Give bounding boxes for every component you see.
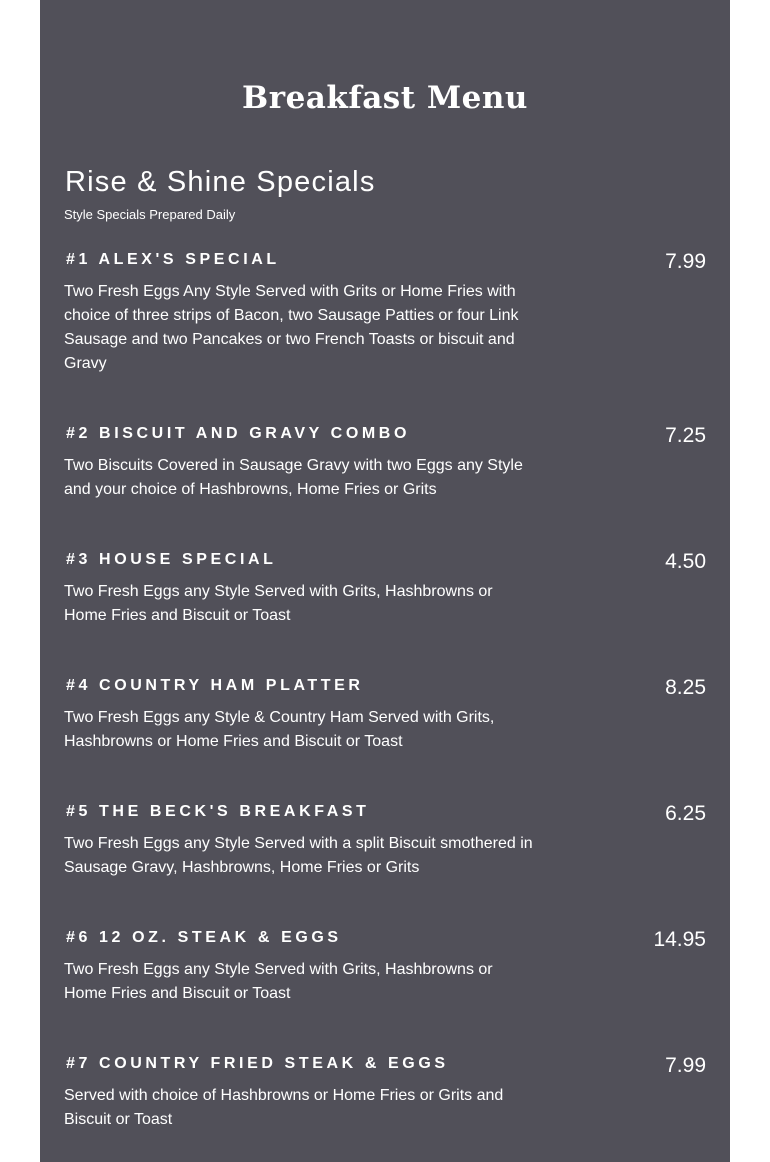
menu-title: Breakfast Menu (242, 80, 528, 116)
item-name: #5 THE BECK'S BREAKFAST (66, 803, 370, 820)
item-price: 7.99 (665, 1054, 706, 1077)
item-description: Served with choice of Hashbrowns or Home Fries or Grits and Biscuit or Toast (64, 1087, 504, 1128)
item-price: 6.25 (665, 802, 706, 825)
item-price: 8.25 (665, 676, 706, 699)
item-description: Two Fresh Eggs any Style Served with Grits, Hashbrowns or Home Fries and Biscuit or Toast (64, 583, 493, 624)
item-description: Two Fresh Eggs Any Style Served with Grits or Home Fries with choice of three strips of Bacon, two Sausage Patties or four Link Sausage and two Pancakes or two French Toasts or biscuit and Gravy (64, 283, 519, 372)
item-description: Two Biscuits Covered in Sausage Gravy with two Eggs any Style and your choice of Hashbrowns, Home Fries or Grits (64, 457, 523, 498)
item-name: #1 ALEX'S SPECIAL (66, 251, 280, 268)
item-name: #2 BISCUIT AND GRAVY COMBO (66, 425, 410, 442)
item-name: #7 COUNTRY FRIED STEAK & EGGS (66, 1055, 449, 1072)
item-description: Two Fresh Eggs any Style & Country Ham Served with Grits, Hashbrowns or Home Fries and Biscuit or Toast (64, 709, 495, 750)
item-name: #3 HOUSE SPECIAL (66, 551, 277, 568)
item-description: Two Fresh Eggs any Style Served with Grits, Hashbrowns or Home Fries and Biscuit or Toast (64, 961, 493, 1002)
item-price: 7.25 (665, 424, 706, 447)
item-price: 4.50 (665, 550, 706, 573)
menu-panel (40, 0, 730, 1162)
section-subheading: Style Specials Prepared Daily (64, 207, 236, 222)
section-heading: Rise & Shine Specials (65, 166, 376, 198)
item-name: #6 12 OZ. STEAK & EGGS (66, 929, 342, 946)
item-description: Two Fresh Eggs any Style Served with a split Biscuit smothered in Sausage Gravy, Hashbrowns, Home Fries or Grits (64, 835, 533, 876)
item-price: 14.95 (653, 928, 706, 951)
item-name: #4 COUNTRY HAM PLATTER (66, 677, 364, 694)
item-price: 7.99 (665, 250, 706, 273)
